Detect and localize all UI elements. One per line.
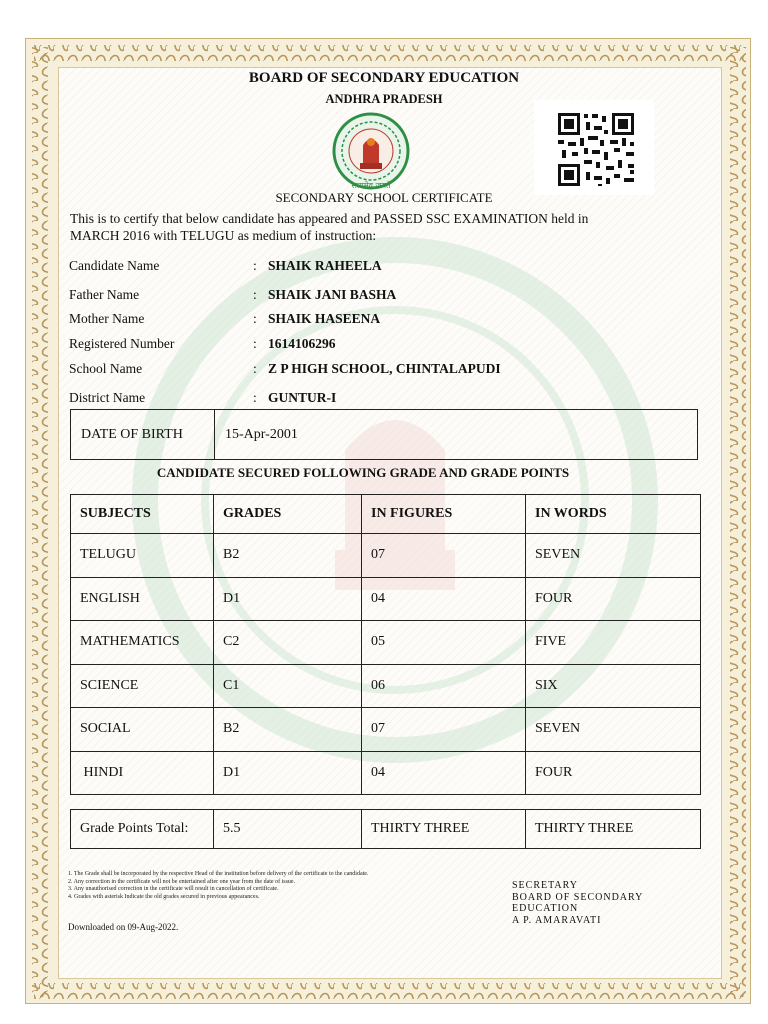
grade-cell: D1 <box>214 577 362 621</box>
footnote: 1. The Grade shall be incorporated by the respective Head of the institution before delivery of the certificate to the candidate. <box>68 871 369 877</box>
candidate-name-value: SHAIK RAHEELA <box>268 258 382 273</box>
grade-cell: C1 <box>214 664 362 708</box>
detail-separator: : <box>253 258 257 273</box>
detail-label: Registered Number <box>69 336 175 351</box>
grades-table <box>70 494 701 795</box>
verification-qr-code[interactable] <box>534 100 654 195</box>
grade-cell: B2 <box>214 534 362 578</box>
detail-separator: : <box>253 390 257 405</box>
grade-points-total-table <box>70 809 701 849</box>
subject-cell: MATHEMATICS <box>71 621 214 665</box>
footnote: 2. Any correction in the certificate will not be entertained after one year from the date of issue. <box>68 878 296 885</box>
total-words: THIRTY THREE <box>526 810 701 849</box>
footnote: 4. Grades with asterisk Indicate the old grades secured in previous appearances. <box>68 893 260 900</box>
board-title: BOARD OF SECONDARY EDUCATION <box>248 70 520 86</box>
father-name-value: SHAIK JANI BASHA <box>268 287 397 302</box>
column-header: IN WORDS <box>526 495 701 534</box>
detail-label: District Name <box>69 390 146 405</box>
registered-number-value: 1614106296 <box>268 336 336 351</box>
detail-label: Mother Name <box>69 311 145 326</box>
subject-cell: SCIENCE <box>71 664 214 708</box>
words-cell: FOUR <box>526 577 701 621</box>
intro-line-2: MARCH 2016 with TELUGU as medium of instruction: <box>70 228 377 243</box>
table-row <box>71 577 701 621</box>
grades-heading: CANDIDATE SECURED FOLLOWING GRADE AND GRADE POINTS <box>156 465 570 480</box>
school-name-value: Z P HIGH SCHOOL, CHINTALAPUDI <box>268 361 501 376</box>
subject-cell: SOCIAL <box>71 708 214 752</box>
total-points: 5.5 <box>214 810 362 849</box>
date-of-birth-table <box>70 409 698 460</box>
grade-cell: C2 <box>214 621 362 665</box>
subject-cell: ENGLISH <box>71 577 214 621</box>
grades-header-row <box>71 495 701 534</box>
district-name-value: GUNTUR-I <box>268 390 337 405</box>
detail-separator: : <box>253 361 257 376</box>
grade-cell: D1 <box>214 751 362 795</box>
words-cell: FIVE <box>526 621 701 665</box>
figures-cell: 07 <box>362 708 526 752</box>
table-row <box>71 534 701 578</box>
figures-cell: 06 <box>362 664 526 708</box>
figures-cell: 05 <box>362 621 526 665</box>
table-row <box>71 664 701 708</box>
footnotes <box>68 871 368 901</box>
subject-cell: HINDI <box>71 751 214 795</box>
state-title: ANDHRA PRADESH <box>325 92 443 106</box>
intro-line-1: This is to certify that below candidate has appeared and PASSED SSC EXAMINATION held in <box>70 211 589 226</box>
figures-cell: 07 <box>362 534 526 578</box>
words-cell: SIX <box>526 664 701 708</box>
table-row <box>71 708 701 752</box>
detail-separator: : <box>253 311 257 326</box>
total-figures: THIRTY THREE <box>362 810 526 849</box>
detail-label: School Name <box>69 361 143 376</box>
detail-separator: : <box>253 287 257 302</box>
table-row <box>71 751 701 795</box>
column-header: IN FIGURES <box>362 495 526 534</box>
mother-name-value: SHAIK HASEENA <box>268 311 381 326</box>
signatory-line: BOARD OF SECONDARY <box>512 891 644 903</box>
signatory-block <box>512 880 643 926</box>
subject-cell: TELUGU <box>71 534 214 578</box>
signatory-line: EDUCATION <box>512 903 579 914</box>
table-row <box>71 621 701 665</box>
detail-label: Candidate Name <box>69 258 160 273</box>
dob-value: 15-Apr-2001 <box>215 410 698 460</box>
certificate-title: SECONDARY SCHOOL CERTIFICATE <box>275 190 493 205</box>
dob-label: DATE OF BIRTH <box>71 410 215 460</box>
column-header: SUBJECTS <box>71 495 214 534</box>
signatory-line: SECRETARY <box>512 880 578 891</box>
detail-separator: : <box>253 336 257 351</box>
emblem-motto: सत्यमेव जयते <box>351 181 391 190</box>
words-cell: SEVEN <box>526 534 701 578</box>
total-label: Grade Points Total: <box>71 810 214 849</box>
figures-cell: 04 <box>362 751 526 795</box>
words-cell: SEVEN <box>526 708 701 752</box>
footnote: 3. Any unauthorised correction in the certificate will result in cancellation of certificate. <box>68 886 279 892</box>
figures-cell: 04 <box>362 577 526 621</box>
grade-cell: B2 <box>214 708 362 752</box>
column-header: GRADES <box>214 495 362 534</box>
signatory-line: A P. AMARAVATI <box>512 914 602 926</box>
words-cell: FOUR <box>526 751 701 795</box>
downloaded-date: Downloaded on 09-Aug-2022. <box>68 922 179 932</box>
detail-label: Father Name <box>69 287 140 302</box>
